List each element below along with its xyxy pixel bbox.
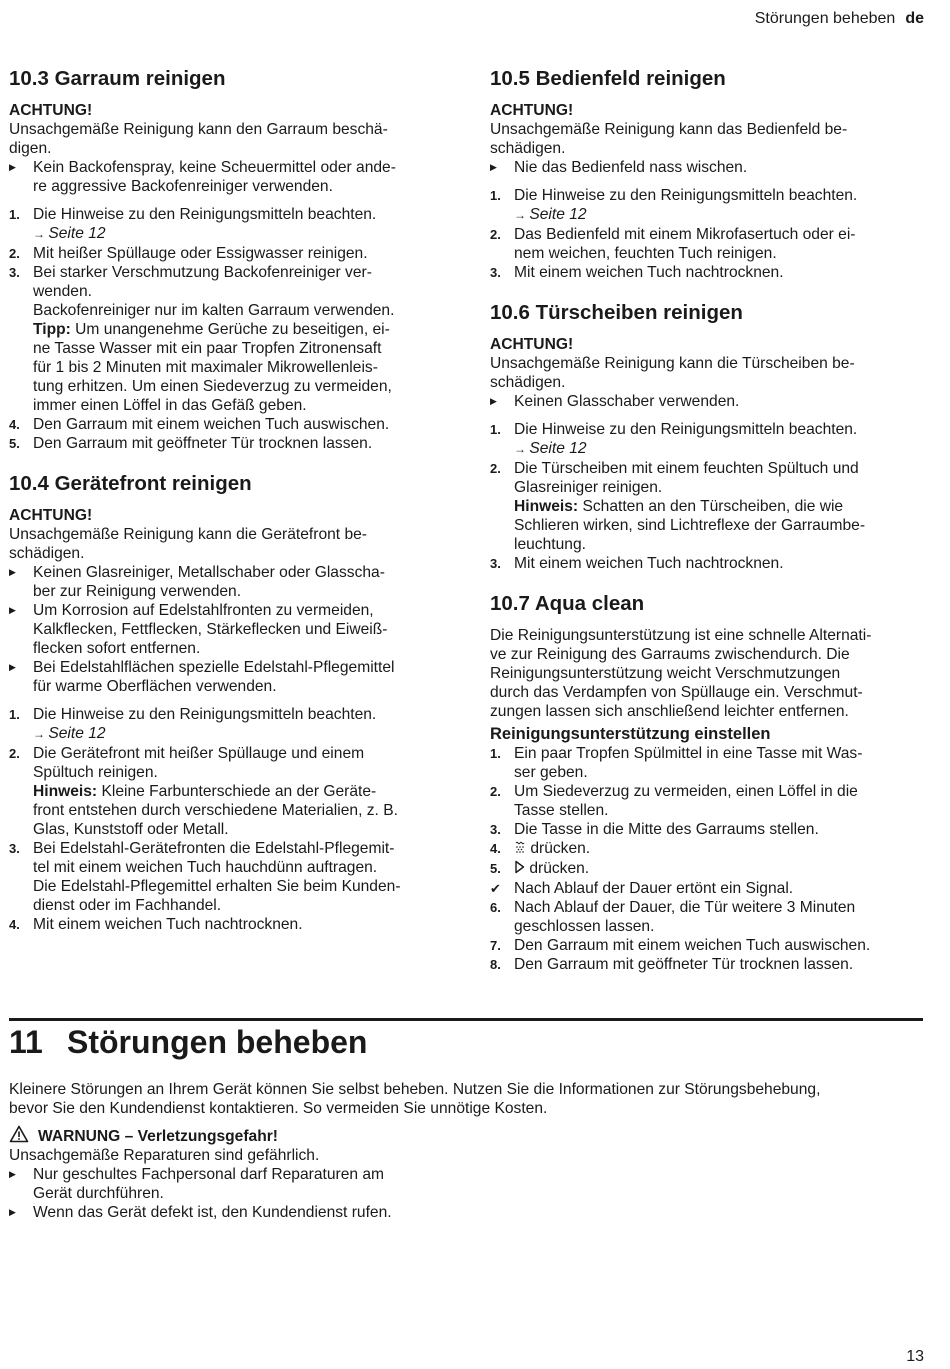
warning-text: Unsachgemäße Reparaturen sind gefährlich. (9, 1147, 320, 1164)
bullet-marker-icon: ▶ (490, 162, 497, 172)
step-text: Ein paar Tropfen Spülmittel in eine Tasse mit Was- ser geben. (514, 745, 863, 781)
header-section: Störungen beheben (754, 10, 896, 27)
bullet-text: Um Korrosion auf Edelstahlfronten zu vermeiden, Kalkflecken, Fettflecken, Stärkeflecken und Eiweiß- flecken sofort entfernen. (33, 602, 388, 657)
warning-text: Unsachgemäße Reinigung kann die Türscheiben be- schädigen. (490, 355, 855, 391)
spacer (9, 196, 449, 205)
step-text: Bei Edelstahl-Gerätefronten die Edelstahl-Pflegemit- tel mit einem weichen Tuch hauchdünn auftragen. Die Edelstahl-Pflegemittel erhalten Sie beim Kunden- dienst oder im Fachhandel. (33, 840, 401, 914)
step-body (514, 460, 859, 496)
note-text: Schatten an den Türscheiben, die wie Schlieren wirken, sind Lichtreflexe der Garraumbe- leuchtung. (514, 498, 866, 553)
warning-text: Unsachgemäße Reinigung kann die Gerätefront be- schädigen. (9, 526, 368, 562)
bullet-marker-icon: ▶ (490, 396, 497, 406)
step-number: 3. (490, 556, 501, 571)
step-note (9, 782, 449, 839)
page-reference (33, 724, 449, 744)
right-column (490, 66, 922, 974)
bullet-item (9, 601, 449, 658)
step-body (514, 421, 857, 438)
reference-text: Seite 12 (48, 225, 106, 242)
start-icon (514, 861, 525, 878)
step-item (9, 205, 449, 244)
step-body (514, 555, 784, 572)
left-column (9, 66, 449, 934)
step-number: 7. (490, 938, 501, 953)
arrow-right-icon: → (33, 727, 49, 741)
bullet-marker-icon: ▶ (9, 1207, 16, 1217)
step-body (514, 899, 855, 935)
step-text: Den Garraum mit geöffneter Tür trocknen lassen. (33, 435, 373, 452)
step-text: drücken. (525, 860, 590, 877)
bullet-text: Nur geschultes Fachpersonal darf Reparaturen am Gerät durchführen. (33, 1166, 385, 1202)
step-item (490, 782, 922, 820)
arrow-right-icon: → (514, 442, 530, 456)
step-number: 1. (9, 207, 20, 222)
step-item (9, 434, 449, 453)
section-10-7 (490, 591, 922, 974)
warning-bullets (9, 1165, 923, 1222)
warning-text: Unsachgemäße Reinigung kann den Garraum beschä- digen. (9, 121, 388, 157)
note-text: Um unangenehme Gerüche zu beseitigen, ei- ne Tasse Wasser mit ein paar Tropfen Zitronensaft für 1 bis 2 Minuten mit maximaler Mikrowellenleis- tung erhitzen. Um einen Siedeverzug zu vermeiden, immer einen Löffel in das Gefäß geben. (33, 321, 392, 414)
step-number: 3. (490, 822, 501, 837)
arrow-right-icon: → (514, 208, 530, 222)
step-body (514, 840, 590, 857)
bullet-text: Nie das Bedienfeld nass wischen. (514, 159, 748, 176)
step-note (490, 497, 922, 554)
step-text: Die Türscheiben mit einem feuchten Spültuch und Glasreiniger reinigen. (514, 460, 859, 496)
step-body (33, 264, 394, 319)
step-note (9, 320, 449, 415)
step-item (490, 186, 922, 225)
step-number: 4. (490, 841, 501, 856)
step-body (514, 956, 853, 973)
step-body (514, 783, 858, 819)
step-body (33, 435, 372, 452)
section-title: 10.3 Garraum reinigen (9, 67, 226, 90)
step-text: Den Garraum mit einem weichen Tuch auswischen. (514, 937, 871, 954)
step-number: 2. (490, 784, 501, 799)
step-item (9, 744, 449, 782)
note-label: Tipp: (33, 321, 71, 338)
section-title: 10.5 Bedienfeld reinigen (490, 67, 726, 90)
step-item (490, 879, 922, 898)
warning-title (9, 1125, 923, 1146)
note-label: Hinweis: (514, 498, 579, 515)
bullet-text: Keinen Glasschaber verwenden. (514, 393, 740, 410)
step-number: 5. (490, 861, 501, 876)
step-item (490, 936, 922, 955)
bullet-item (9, 658, 449, 696)
chapter-number: 11 (9, 1024, 43, 1060)
page-reference (514, 439, 922, 459)
bullet-marker-icon: ▶ (9, 162, 16, 172)
step-item (490, 459, 922, 497)
step-number: 2. (490, 227, 501, 242)
bullet-item (490, 158, 922, 177)
step-text: drücken. (526, 840, 591, 857)
step-item (490, 820, 922, 839)
step-item (490, 744, 922, 782)
bullet-text: Keinen Glasreiniger, Metallschaber oder Glasscha- ber zur Reinigung verwenden. (33, 564, 385, 600)
step-body (514, 187, 857, 204)
arrow-right-icon: → (33, 227, 49, 241)
step-text: Die Gerätefront mit heißer Spüllauge und einem Spültuch reinigen. (33, 745, 365, 781)
page-reference (33, 224, 449, 244)
step-item (9, 263, 449, 320)
step-item (490, 839, 922, 859)
step-text: Nach Ablauf der Dauer ertönt ein Signal. (514, 880, 794, 897)
result-check-icon: ✔ (490, 881, 501, 896)
step-text: Die Hinweise zu den Reinigungsmitteln beachten. (514, 421, 858, 438)
step-item (490, 225, 922, 263)
section-10-4 (9, 471, 449, 934)
step-body (33, 840, 401, 914)
step-item (9, 244, 449, 263)
step-text: Mit heißer Spüllauge oder Essigwasser reinigen. (33, 245, 368, 262)
step-number: 2. (490, 461, 501, 476)
warning-label: ACHTUNG! (9, 102, 93, 119)
step-body (514, 937, 870, 954)
step-text: Um Siedeverzug zu vermeiden, einen Löffel in die Tasse stellen. (514, 783, 858, 819)
section-title: 10.7 Aqua clean (490, 592, 645, 615)
bullet-text: Kein Backofenspray, keine Scheuermittel oder ande- re aggressive Backofenreiniger verwenden. (33, 159, 396, 195)
chapter-title (9, 1022, 923, 1062)
step-body (33, 916, 303, 933)
spacer (9, 696, 449, 705)
step-number: 2. (9, 746, 20, 761)
step-number: 6. (490, 900, 501, 915)
step-body (33, 245, 368, 262)
step-text: Den Garraum mit geöffneter Tür trocknen lassen. (514, 956, 854, 973)
step-body (514, 880, 793, 897)
step-text: Mit einem weichen Tuch nachtrocknen. (514, 555, 784, 572)
warning-label: ACHTUNG! (9, 507, 93, 524)
step-body (514, 264, 784, 281)
step-text: Mit einem weichen Tuch nachtrocknen. (33, 916, 303, 933)
step-item (490, 955, 922, 974)
reference-text: Seite 12 (48, 725, 106, 742)
section-10-5 (490, 66, 922, 282)
step-text: Bei starker Verschmutzung Backofenreiniger ver- wenden. Backofenreiniger nur im kalten Garraum verwenden. (33, 264, 395, 319)
subsection-title: Reinigungsunterstützung einstellen (490, 725, 771, 743)
chapter-title-text: Störungen beheben (67, 1024, 368, 1060)
chapter-intro: Kleinere Störungen an Ihrem Gerät können Sie selbst beheben. Nutzen Sie die Informationen zur Störungsbehebung, bevor Sie den Kundendienst kontaktieren. So vermeiden Sie unnötige Kosten. (9, 1081, 821, 1117)
step-body (514, 745, 862, 781)
page-reference (514, 205, 922, 225)
header-language: de (905, 10, 924, 27)
section-title: 10.4 Gerätefront reinigen (9, 472, 252, 495)
warning-triangle-icon (9, 1125, 29, 1143)
bullet-item (9, 1203, 923, 1222)
bullet-text: Bei Edelstahlflächen spezielle Edelstahl-Pflegemittel für warme Oberflächen verwenden. (33, 659, 395, 695)
step-item (490, 554, 922, 573)
note-text: Kleine Farbunterschiede an der Geräte- front entstehen durch verschiedene Materialien, z. B. Glas, Kunststoff oder Metall. (33, 783, 398, 838)
warning-label: ACHTUNG! (490, 102, 574, 119)
step-text: Die Tasse in die Mitte des Garraums stellen. (514, 821, 819, 838)
step-item (490, 898, 922, 936)
step-item (490, 263, 922, 282)
running-header (755, 10, 924, 28)
chapter-11 (9, 1022, 923, 1222)
bullet-item (9, 158, 449, 196)
step-item (9, 915, 449, 934)
step-body (514, 821, 819, 838)
step-number: 5. (9, 436, 20, 451)
step-text: Mit einem weichen Tuch nachtrocknen. (514, 264, 784, 281)
bullet-marker-icon: ▶ (9, 1169, 16, 1179)
step-text: Das Bedienfeld mit einem Mikrofasertuch oder ei- nem weichen, feuchten Tuch reinigen. (514, 226, 856, 262)
warning-text: Unsachgemäße Reinigung kann das Bedienfeld be- schädigen. (490, 121, 848, 157)
step-number: 8. (490, 957, 501, 972)
step-number: 1. (490, 188, 501, 203)
reference-text: Seite 12 (529, 206, 587, 223)
note-label: Hinweis: (33, 783, 98, 800)
step-body (33, 745, 364, 781)
section-10-6 (490, 300, 922, 573)
warning-label: ACHTUNG! (490, 336, 574, 353)
step-text: Die Hinweise zu den Reinigungsmitteln beachten. (33, 706, 377, 723)
section-10-3 (9, 66, 449, 453)
section-title: 10.6 Türscheiben reinigen (490, 301, 743, 324)
reference-text: Seite 12 (529, 440, 587, 457)
warning-title-text: WARNUNG – Verletzungsgefahr! (38, 1128, 279, 1145)
step-body (33, 206, 376, 223)
step-item (9, 415, 449, 434)
section-intro: Die Reinigungsunterstützung ist eine schnelle Alternati- ve zur Reinigung des Garraums zwischendurch. Die Reinigungsunterstützung weicht Verschmutzungen durch das Verdampfen von Spüllauge ein. Verschmut- zungen lassen sich anschließend leichter entfernen. (490, 627, 872, 720)
chapter-divider (9, 1018, 923, 1021)
step-text: Die Hinweise zu den Reinigungsmitteln beachten. (33, 206, 377, 223)
step-text: Die Hinweise zu den Reinigungsmitteln beachten. (514, 187, 858, 204)
step-body (33, 706, 376, 723)
step-number: 1. (9, 707, 20, 722)
step-body (33, 416, 389, 433)
bullet-item (490, 392, 922, 411)
bullet-item (9, 563, 449, 601)
step-item (9, 705, 449, 744)
step-item (9, 839, 449, 915)
bullet-text: Wenn das Gerät defekt ist, den Kundendienst rufen. (33, 1204, 392, 1221)
bullet-item (9, 1165, 923, 1203)
bullet-marker-icon: ▶ (9, 605, 16, 615)
step-number: 1. (490, 746, 501, 761)
step-number: 4. (9, 417, 20, 432)
step-body (514, 860, 589, 877)
step-item (490, 420, 922, 459)
step-text: Nach Ablauf der Dauer, die Tür weitere 3 Minuten geschlossen lassen. (514, 899, 856, 935)
bullet-marker-icon: ▶ (9, 662, 16, 672)
step-body (514, 226, 855, 262)
aqua-clean-icon (514, 841, 526, 858)
spacer (490, 411, 922, 420)
bullet-marker-icon: ▶ (9, 567, 16, 577)
step-item (490, 859, 922, 879)
step-number: 4. (9, 917, 20, 932)
spacer (490, 177, 922, 186)
page-number: 13 (906, 1348, 924, 1365)
step-number: 2. (9, 246, 20, 261)
step-number: 3. (490, 265, 501, 280)
step-number: 1. (490, 422, 501, 437)
step-number: 3. (9, 265, 20, 280)
step-number: 3. (9, 841, 20, 856)
step-text: Den Garraum mit einem weichen Tuch auswischen. (33, 416, 390, 433)
